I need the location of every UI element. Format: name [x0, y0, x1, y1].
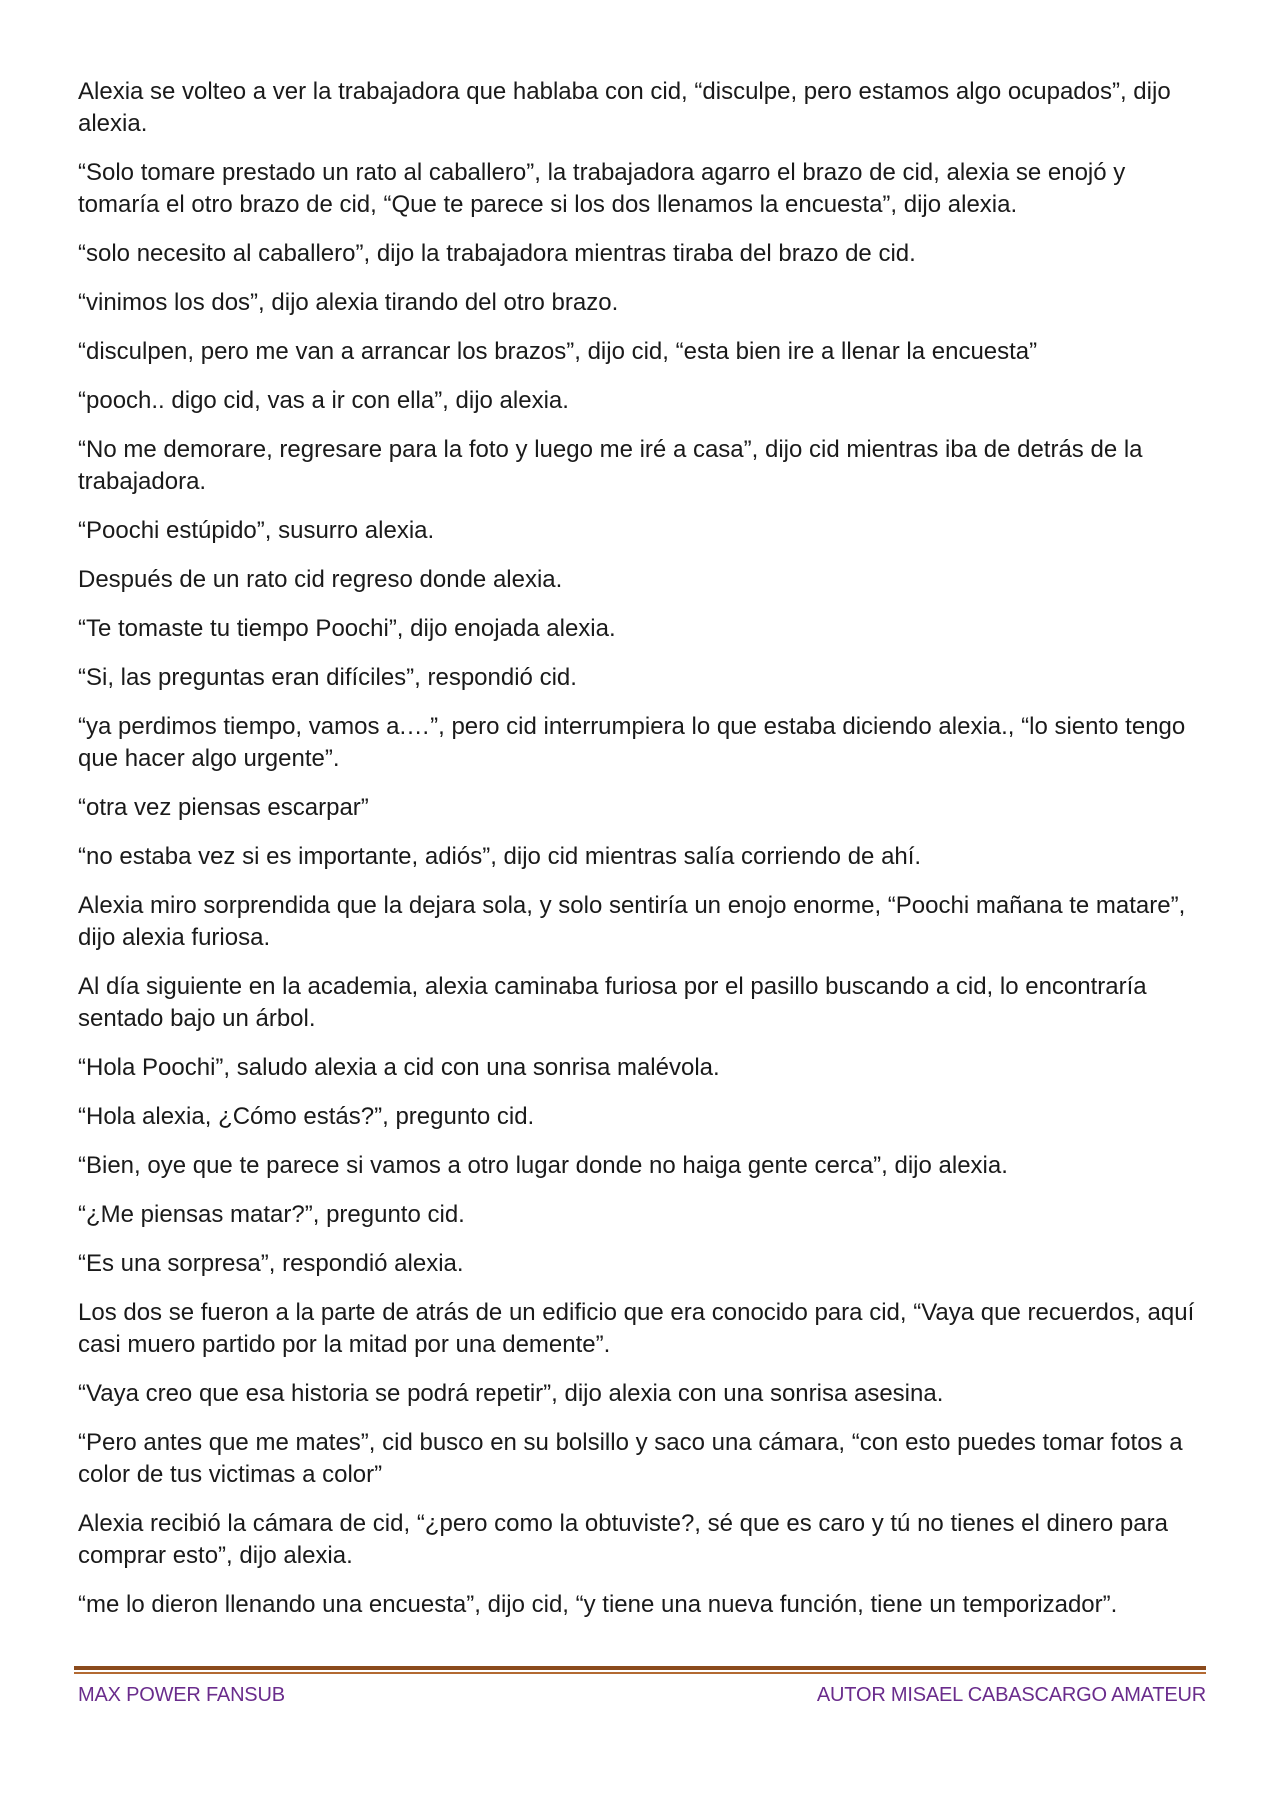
paragraph: Después de un rato cid regreso donde alexia.: [78, 566, 563, 593]
paragraph: “ya perdimos tiempo, vamos a.…”, pero cid interrumpiera lo que estaba diciendo alexia., “lo siento tengo que hacer algo urgente”.: [78, 713, 1186, 772]
page-footer: [78, 1680, 1206, 1710]
body-text: [78, 76, 1206, 1638]
paragraph: “otra vez piensas escarpar”: [78, 794, 369, 821]
paragraph: “Si, las preguntas eran difíciles”, respondió cid.: [78, 664, 577, 691]
footer-divider-thick: [74, 1666, 1206, 1670]
paragraph: “disculpen, pero me van a arrancar los brazos”, dijo cid, “esta bien ire a llenar la encuesta”: [78, 338, 1038, 365]
paragraph: Alexia se volteo a ver la trabajadora que hablaba con cid, “disculpe, pero estamos algo ocupados”, dijo alexia.: [78, 78, 1171, 137]
paragraph: Alexia miro sorprendida que la dejara sola, y solo sentiría un enojo enorme, “Poochi mañana te matare”, dijo alexia furiosa.: [78, 892, 1186, 951]
paragraph: “Poochi estúpido”, susurro alexia.: [78, 517, 435, 544]
paragraph: “Te tomaste tu tiempo Poochi”, dijo enojada alexia.: [78, 615, 616, 642]
paragraph: “Pero antes que me mates”, cid busco en su bolsillo y saco una cámara, “con esto puedes tomar fotos a color de tus victimas a color”: [78, 1429, 1183, 1488]
paragraph: “Es una sorpresa”, respondió alexia.: [78, 1250, 464, 1277]
paragraph: Al día siguiente en la academia, alexia caminaba furiosa por el pasillo buscando a cid, lo encontraría sentado bajo un árbol.: [78, 973, 1147, 1032]
paragraph: “Hola alexia, ¿Cómo estás?”, pregunto cid.: [78, 1103, 535, 1130]
paragraph: “Solo tomare prestado un rato al caballero”, la trabajadora agarro el brazo de cid, alexia se enojó y tomaría el otro brazo de cid, “Que te parece si los dos llenamos la encuesta”, dijo alexia.: [78, 159, 1126, 218]
paragraph: Los dos se fueron a la parte de atrás de un edificio que era conocido para cid, “Vaya que recuerdos, aquí casi muero partido por la mitad por una demente”.: [78, 1299, 1195, 1358]
paragraph: “me lo dieron llenando una encuesta”, dijo cid, “y tiene una nueva función, tiene un temporizador”.: [78, 1591, 1118, 1618]
paragraph: “no estaba vez si es importante, adiós”, dijo cid mientras salía corriendo de ahí.: [78, 843, 922, 870]
paragraph: “Vaya creo que esa historia se podrá repetir”, dijo alexia con una sonrisa asesina.: [78, 1380, 944, 1407]
footer-right-text: AUTOR MISAEL CABASCARGO AMATEUR: [816, 1683, 1206, 1706]
paragraph: “¿Me piensas matar?”, pregunto cid.: [78, 1201, 465, 1228]
footer-divider: [74, 1666, 1206, 1674]
paragraph: “Bien, oye que te parece si vamos a otro lugar donde no haiga gente cerca”, dijo alexia.: [78, 1152, 1008, 1179]
paragraph: “solo necesito al caballero”, dijo la trabajadora mientras tiraba del brazo de cid.: [78, 240, 916, 267]
paragraph: Alexia recibió la cámara de cid, “¿pero como la obtuviste?, sé que es caro y tú no tienes el dinero para comprar esto”, dijo alexia.: [78, 1510, 1168, 1569]
paragraph: “Hola Poochi”, saludo alexia a cid con una sonrisa malévola.: [78, 1054, 720, 1081]
footer-divider-thin: [74, 1672, 1206, 1674]
footer-left-text: MAX POWER FANSUB: [78, 1683, 285, 1706]
paragraph: “No me demorare, regresare para la foto y luego me iré a casa”, dijo cid mientras iba de detrás de la trabajadora.: [78, 436, 1143, 495]
paragraph: “pooch.. digo cid, vas a ir con ella”, dijo alexia.: [78, 387, 569, 414]
paragraph: “vinimos los dos”, dijo alexia tirando del otro brazo.: [78, 289, 619, 316]
